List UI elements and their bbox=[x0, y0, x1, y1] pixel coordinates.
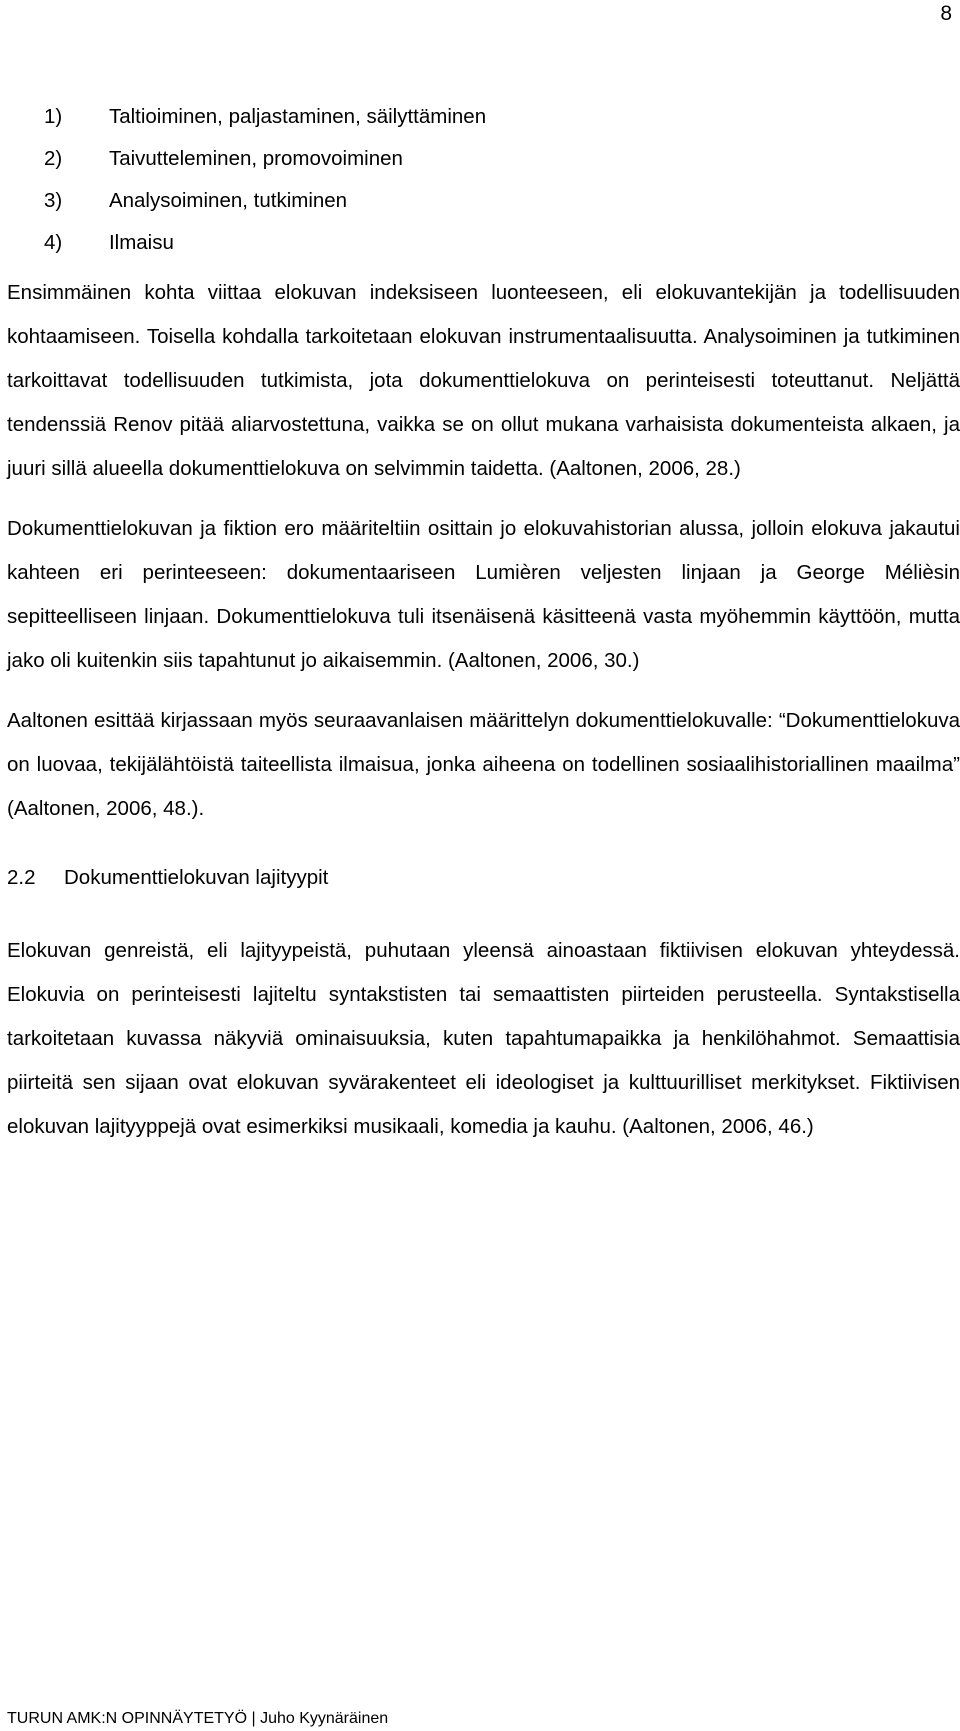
section-heading bbox=[7, 856, 960, 900]
list-item-text: Taltioiminen, paljastaminen, säilyttäminen bbox=[108, 105, 487, 128]
list-item bbox=[7, 96, 960, 138]
section-number: 2.2 bbox=[7, 866, 36, 889]
list-item-text: Analysoiminen, tutkiminen bbox=[108, 189, 348, 212]
paragraph-genres: Elokuvan genreistä, eli lajityypeistä, puhutaan yleensä ainoastaan fiktiivisen elokuvan yhteydessä. Elokuvia on perinteisesti lajiteltu syntakstisten tai semaattisten piirteiden perusteella. Syntakstisella tarkoitetaan kuvassa näkyviä ominaisuuksia, kuten tapahtumapaikka ja henkilöhahmot. Semaattisia piirteitä sen sijaan ovat elokuvan syvärakenteet eli ideologiset ja kulttuurilliset merkitykset. Fiktiivisen elokuvan lajityyppejä ovat esimerkiksi musikaali, komedia ja kauhu. (Aaltonen, 2006, 46.) bbox=[7, 939, 960, 1138]
section-title: Dokumenttielokuvan lajityypit bbox=[64, 866, 329, 889]
list-item-text: Ilmaisu bbox=[108, 231, 174, 254]
paragraph-documentary-fiction: Dokumenttielokuvan ja fiktion ero määriteltiin osittain jo elokuvahistorian alussa, jolloin elokuva jakautui kahteen eri perinteeseen: dokumentaariseen Lumièren veljesten linjaan ja George Mélièsin sepitteelliseen linjaan. Dokumenttielokuva tuli itsenäisenä käsitteenä vasta myöhemmin käyttöön, mutta jako oli kuitenkin siis tapahtunut jo aikaisemmin. (Aaltonen, 2006, 30.) bbox=[7, 517, 960, 672]
page-footer: TURUN AMK:N OPINNÄYTETYÖ | Juho Kyynäräinen bbox=[7, 1710, 389, 1727]
list-item bbox=[7, 180, 960, 222]
list-item bbox=[7, 222, 960, 264]
list-item-number: 4) bbox=[44, 231, 63, 254]
page-number: 8 bbox=[940, 2, 952, 25]
paragraph-aaltonen-definition: Aaltonen esittää kirjassaan myös seuraavanlaisen määrittelyn dokumenttielokuvalle: “Dokumenttielokuva on luovaa, tekijälähtöistä taiteellista ilmaisua, jonka aiheena on todellinen sosiaalihistoriallinen maailma” (Aaltonen, 2006, 48.). bbox=[7, 709, 960, 820]
paragraph-renov-tendencies: Ensimmäinen kohta viittaa elokuvan indeksiseen luonteeseen, eli elokuvantekijän ja todellisuuden kohtaamiseen. Toisella kohdalla tarkoitetaan elokuvan instrumentaalisuutta. Analysoiminen ja tutkiminen tarkoittavat todellisuuden tutkimista, jota dokumenttielokuva on perinteisesti toteuttanut. Neljättä tendenssiä Renov pitää aliarvostettuna, vaikka se on ollut mukana varhaisista dokumenteista alkaen, ja juuri sillä alueella dokumenttielokuva on selvimmin taidetta. (Aaltonen, 2006, 28.) bbox=[7, 281, 960, 480]
document-body bbox=[7, 96, 960, 1165]
list-item-number: 1) bbox=[44, 105, 63, 128]
list-item bbox=[7, 138, 960, 180]
list-item-number: 3) bbox=[44, 189, 63, 212]
list-item-number: 2) bbox=[44, 147, 63, 170]
list-item-text: Taivutteleminen, promovoiminen bbox=[108, 147, 403, 170]
numbered-list bbox=[7, 96, 960, 264]
